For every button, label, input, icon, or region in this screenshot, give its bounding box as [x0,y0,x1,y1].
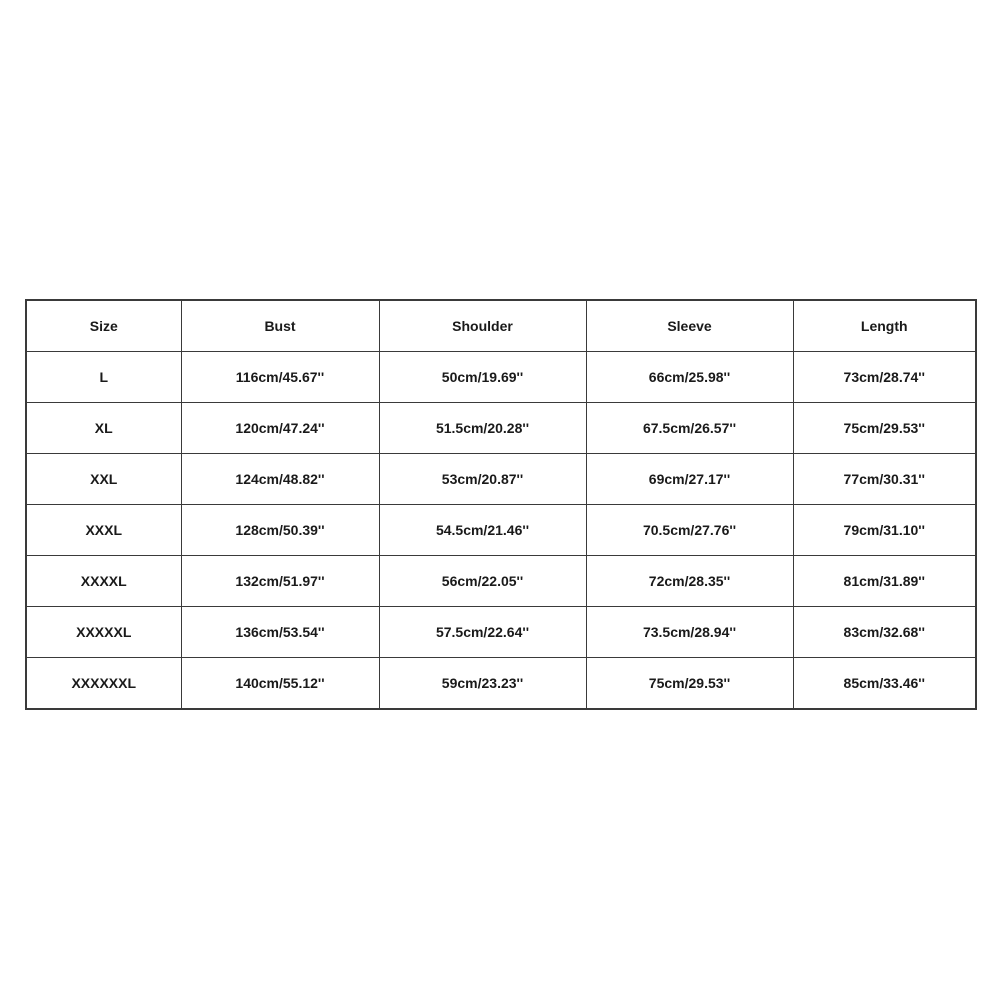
cell-sleeve: 73.5cm/28.94'' [586,607,793,658]
cell-shoulder: 50cm/19.69'' [379,352,586,403]
cell-size: XXXXXL [26,607,181,658]
cell-length: 77cm/30.31'' [793,454,976,505]
table-row [26,403,976,454]
header-size: Size [26,300,181,352]
table-row [26,505,976,556]
cell-length: 83cm/32.68'' [793,607,976,658]
table-row [26,556,976,607]
cell-bust: 124cm/48.82'' [181,454,379,505]
header-bust: Bust [181,300,379,352]
cell-length: 79cm/31.10'' [793,505,976,556]
size-chart-table [25,299,977,710]
cell-shoulder: 59cm/23.23'' [379,658,586,710]
cell-sleeve: 69cm/27.17'' [586,454,793,505]
cell-bust: 136cm/53.54'' [181,607,379,658]
cell-size: XL [26,403,181,454]
table-row [26,454,976,505]
cell-sleeve: 70.5cm/27.76'' [586,505,793,556]
cell-size: XXL [26,454,181,505]
cell-sleeve: 75cm/29.53'' [586,658,793,710]
header-length: Length [793,300,976,352]
cell-shoulder: 53cm/20.87'' [379,454,586,505]
header-row [26,300,976,352]
cell-shoulder: 56cm/22.05'' [379,556,586,607]
cell-sleeve: 67.5cm/26.57'' [586,403,793,454]
cell-length: 75cm/29.53'' [793,403,976,454]
cell-length: 81cm/31.89'' [793,556,976,607]
cell-size: XXXL [26,505,181,556]
cell-size: XXXXXXL [26,658,181,710]
cell-bust: 128cm/50.39'' [181,505,379,556]
table-row [26,607,976,658]
table-row [26,658,976,710]
cell-shoulder: 54.5cm/21.46'' [379,505,586,556]
table-row [26,352,976,403]
cell-bust: 132cm/51.97'' [181,556,379,607]
cell-size: L [26,352,181,403]
cell-shoulder: 57.5cm/22.64'' [379,607,586,658]
cell-length: 73cm/28.74'' [793,352,976,403]
cell-length: 85cm/33.46'' [793,658,976,710]
header-shoulder: Shoulder [379,300,586,352]
cell-bust: 120cm/47.24'' [181,403,379,454]
header-sleeve: Sleeve [586,300,793,352]
cell-bust: 116cm/45.67'' [181,352,379,403]
cell-sleeve: 66cm/25.98'' [586,352,793,403]
cell-bust: 140cm/55.12'' [181,658,379,710]
cell-sleeve: 72cm/28.35'' [586,556,793,607]
cell-shoulder: 51.5cm/20.28'' [379,403,586,454]
cell-size: XXXXL [26,556,181,607]
